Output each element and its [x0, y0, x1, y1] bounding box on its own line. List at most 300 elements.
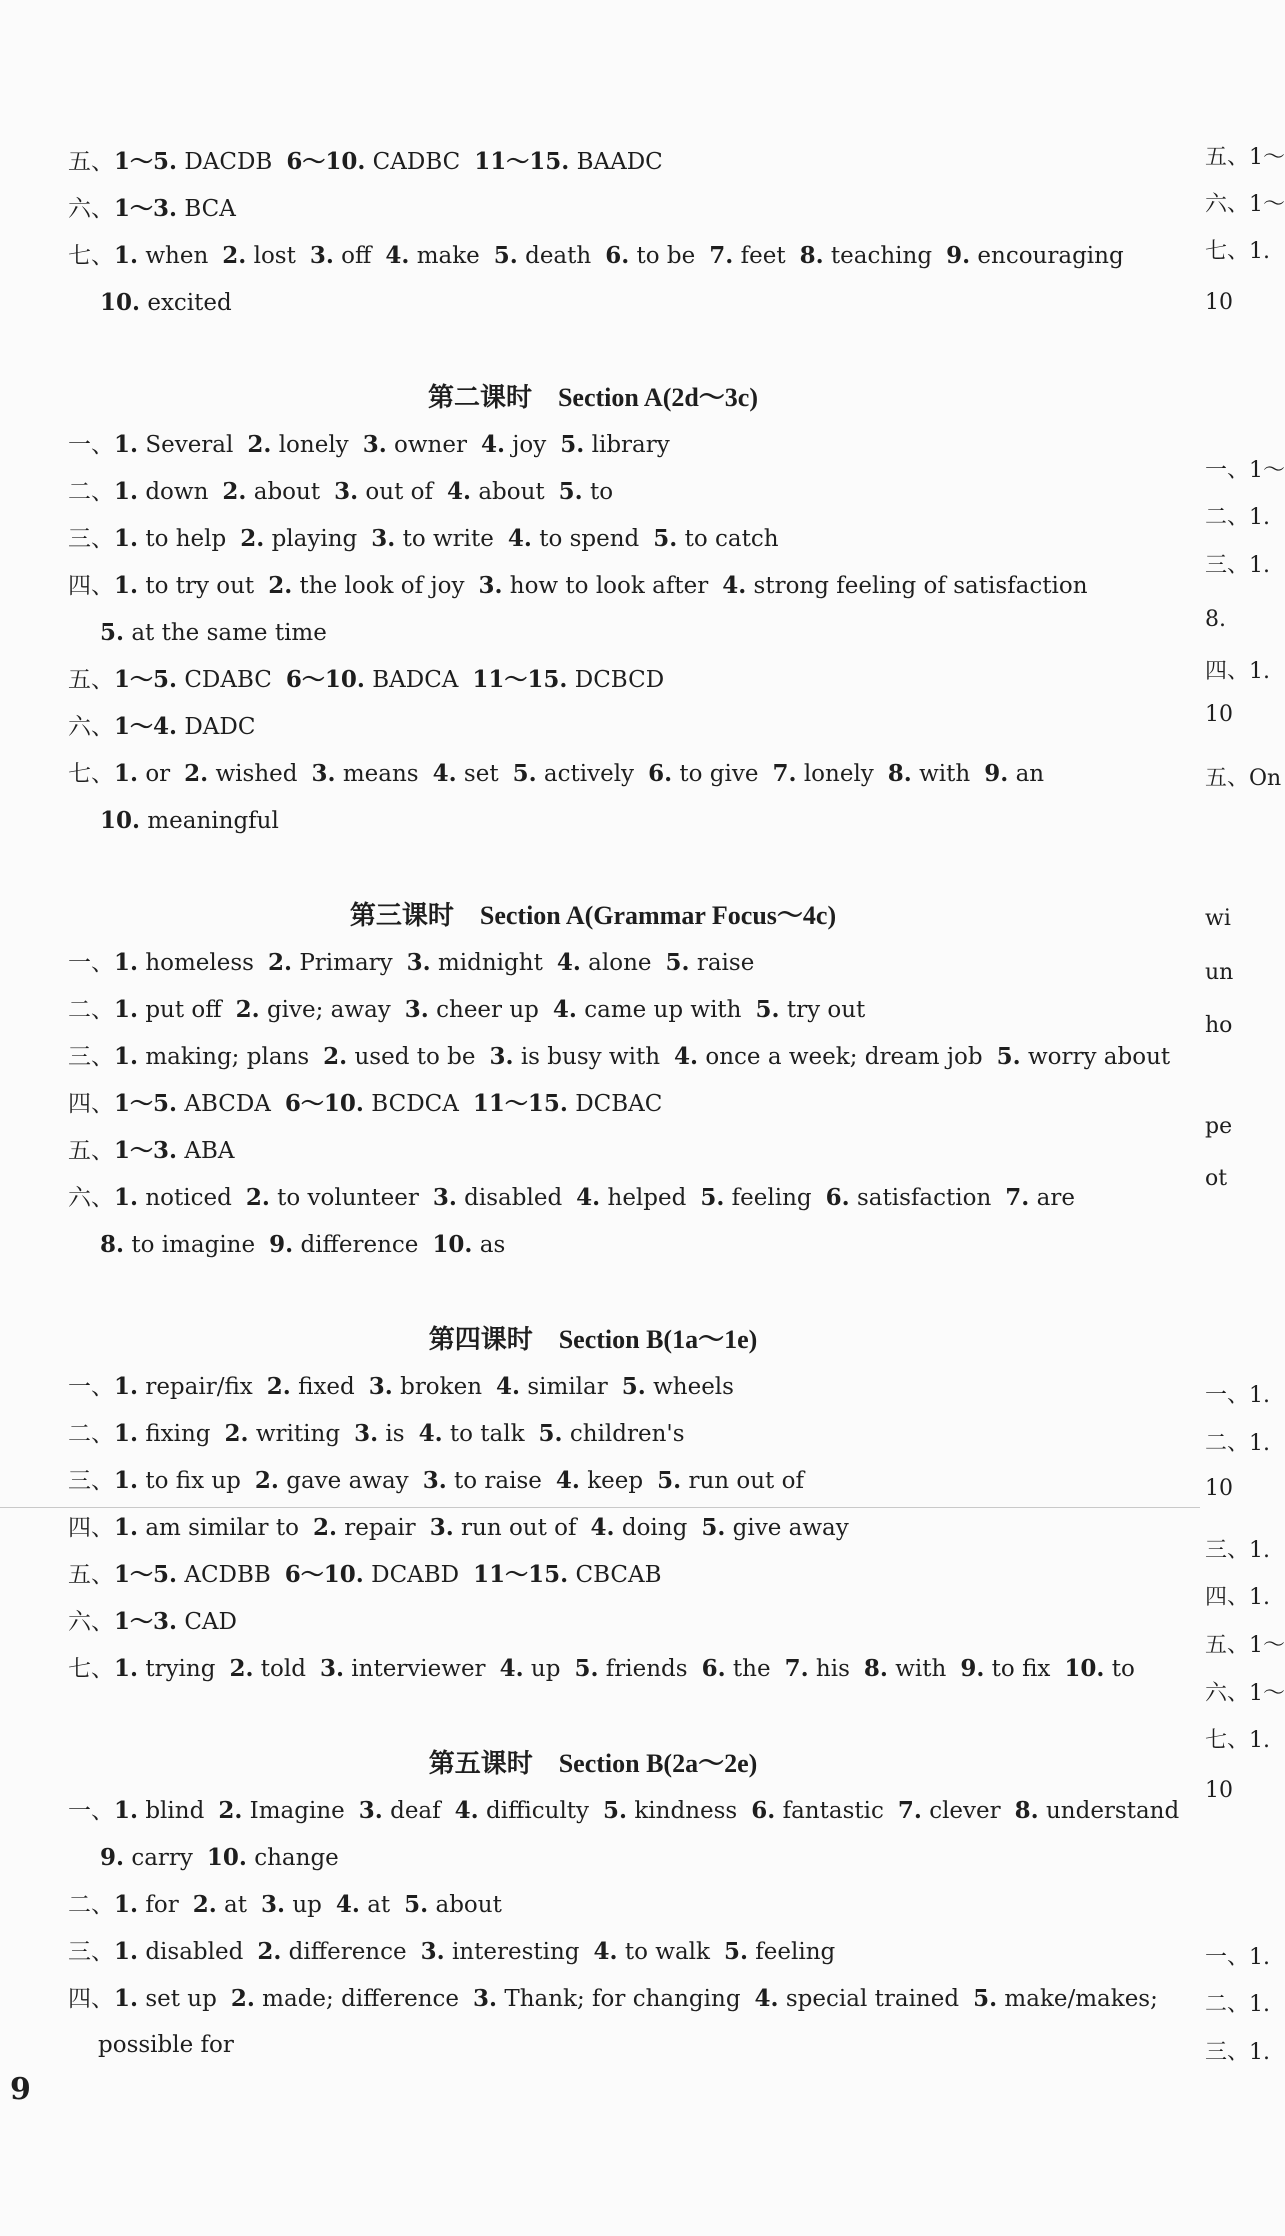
- answer-value: raise: [696, 950, 755, 976]
- answer-item: [557, 950, 652, 976]
- answer-item: [709, 243, 785, 269]
- answer-number: 1.: [114, 1891, 139, 1918]
- answer-item: [261, 1892, 322, 1918]
- answer-number: 4.: [454, 1797, 479, 1824]
- answer-number: 2.: [266, 1373, 291, 1400]
- answer-item: [236, 997, 391, 1023]
- answer-item: [405, 997, 539, 1023]
- answer-item: [114, 1515, 299, 1541]
- answer-item: [114, 432, 233, 458]
- answer-item: [800, 243, 932, 269]
- answer-value: fixing: [145, 1421, 211, 1447]
- answer-value: broken: [400, 1374, 483, 1400]
- answer-number: 10.: [206, 1844, 247, 1871]
- question-group-label: 五、: [68, 1138, 114, 1164]
- answer-value: blind: [145, 1798, 205, 1824]
- answer-value: to talk: [449, 1421, 525, 1447]
- answer-item: [363, 432, 467, 458]
- answer-value: lost: [253, 243, 296, 269]
- answer-line: [68, 609, 1118, 656]
- answer-number: 6～10.: [286, 148, 366, 175]
- answer-value: or: [145, 761, 171, 787]
- answer-item: [785, 1656, 850, 1682]
- answer-line: [68, 1127, 1118, 1174]
- answer-number: 2.: [323, 1043, 348, 1070]
- answer-line: [68, 232, 1124, 279]
- answer-item: [267, 1374, 355, 1400]
- answer-number: 8.: [863, 1655, 888, 1682]
- answer-value: an: [1015, 761, 1045, 787]
- answer-value: when: [145, 243, 209, 269]
- answer-item: [473, 1091, 663, 1117]
- answer-item: [489, 1044, 660, 1070]
- answer-number: 5.: [603, 1797, 628, 1824]
- answer-item: [369, 1374, 482, 1400]
- right-column-fragment: 10: [1205, 290, 1233, 315]
- answer-number: 2.: [267, 949, 292, 976]
- answer-value: fantastic: [782, 1798, 884, 1824]
- answer-number: 1.: [114, 1514, 139, 1541]
- answer-item: [556, 1468, 643, 1494]
- answer-number: 5.: [560, 431, 585, 458]
- answer-value: run out of: [461, 1515, 577, 1541]
- right-column-fragment: ho: [1205, 1013, 1233, 1038]
- answer-item: [246, 1185, 419, 1211]
- right-column-fragment: un: [1205, 960, 1234, 985]
- answer-value: to catch: [684, 526, 779, 552]
- answer-item: [513, 761, 634, 787]
- answer-value: about: [478, 479, 545, 505]
- answer-value: feeling: [755, 1939, 836, 1965]
- answer-number: 2.: [312, 1514, 337, 1541]
- answer-number: 2.: [218, 1797, 243, 1824]
- answer-number: 5.: [755, 996, 780, 1023]
- answer-item: [423, 1468, 542, 1494]
- answer-item: [114, 149, 272, 175]
- answer-item: [114, 667, 272, 693]
- answer-number: 6.: [648, 760, 673, 787]
- answer-value: deaf: [390, 1798, 441, 1824]
- answer-item: [826, 1185, 992, 1211]
- answer-value: trying: [145, 1656, 216, 1682]
- answer-item: [114, 1421, 211, 1447]
- answer-value: difference: [300, 1232, 419, 1258]
- answer-item: [946, 243, 1124, 269]
- answer-number: 6～10.: [284, 1561, 364, 1588]
- right-column-fragment: 一、1.: [1205, 1383, 1270, 1408]
- answer-value: give; away: [266, 997, 391, 1023]
- answer-number: 1.: [114, 996, 139, 1023]
- answer-number: 6.: [751, 1797, 776, 1824]
- answer-number: 5.: [512, 760, 537, 787]
- answer-item: [285, 1562, 459, 1588]
- answer-value: out of: [365, 479, 433, 505]
- answer-value: as: [479, 1232, 506, 1258]
- answer-number: 11～15.: [472, 1090, 568, 1117]
- answer-item: [114, 1138, 234, 1164]
- answer-item: [864, 1656, 946, 1682]
- answer-item: [100, 1232, 255, 1258]
- answer-number: 10.: [432, 1231, 473, 1258]
- answer-item: [114, 1892, 179, 1918]
- answer-number: 10.: [1064, 1655, 1105, 1682]
- answer-line: [68, 1928, 1118, 1975]
- answer-item: [229, 1656, 306, 1682]
- answer-item: [207, 1845, 339, 1871]
- answer-value: change: [254, 1845, 339, 1871]
- answer-number: 1.: [114, 242, 139, 269]
- answer-value: fixed: [298, 1374, 355, 1400]
- answer-line: [68, 656, 1118, 703]
- page-number: 9: [10, 2072, 31, 2107]
- answer-value: kindness: [634, 1798, 738, 1824]
- answer-content: [68, 138, 1180, 2069]
- answer-value: CDABC: [184, 667, 272, 693]
- section-title: 第二课时 Section A(2d～3c): [427, 383, 759, 412]
- answer-line: [68, 138, 1118, 185]
- answer-value: making; plans: [145, 1044, 310, 1070]
- question-group-label: 六、: [68, 196, 114, 222]
- answer-item: [605, 243, 695, 269]
- answer-line: [68, 1457, 1118, 1504]
- answer-item: [114, 1468, 241, 1494]
- answer-number: 1.: [114, 1985, 139, 2012]
- answer-number: 4.: [499, 1655, 524, 1682]
- answer-item: [560, 432, 669, 458]
- answer-number: 1.: [114, 760, 139, 787]
- scan-divider-line: [0, 1507, 1200, 1508]
- answer-item: [257, 1939, 406, 1965]
- answer-item: [433, 761, 499, 787]
- answer-number: 6.: [701, 1655, 726, 1682]
- answer-item: [268, 573, 464, 599]
- answer-number: 7.: [709, 242, 734, 269]
- question-group-label: 五、: [68, 1562, 114, 1588]
- question-group-label: 七、: [68, 1656, 114, 1682]
- answer-item: [432, 1232, 505, 1258]
- answer-item: [184, 761, 297, 787]
- answer-number: 4.: [590, 1514, 615, 1541]
- right-column-fragment: 三、1.: [1205, 1538, 1270, 1563]
- answer-item: [559, 479, 613, 505]
- right-column-fragment: 五、1～: [1205, 145, 1285, 170]
- answer-item: [622, 1374, 734, 1400]
- answer-item: [114, 1044, 309, 1070]
- answer-number: 5.: [723, 1938, 748, 1965]
- right-column-fragment: 8.: [1205, 607, 1226, 632]
- answer-number: 7.: [784, 1655, 809, 1682]
- answer-line: [68, 703, 1118, 750]
- question-group-label: 二、: [68, 1892, 114, 1918]
- right-column-fragment: 10: [1205, 702, 1233, 727]
- answer-item: [702, 1656, 771, 1682]
- answer-item: [359, 1798, 441, 1824]
- answer-value: death: [525, 243, 592, 269]
- answer-value: to try out: [145, 573, 255, 599]
- answer-number: 3.: [334, 478, 359, 505]
- answer-number: 3.: [406, 949, 431, 976]
- answer-number: 9.: [100, 1844, 125, 1871]
- answer-number: 1.: [114, 1797, 139, 1824]
- answer-number: 3.: [489, 1043, 514, 1070]
- question-group-label: 三、: [68, 1939, 114, 1965]
- question-group-label: 七、: [68, 243, 114, 269]
- section-title: 第五课时 Section B(2a～2e): [428, 1749, 758, 1778]
- answer-number: 3.: [422, 1467, 447, 1494]
- answer-line: [68, 1080, 1118, 1127]
- answer-number: 1～5.: [114, 148, 178, 175]
- answer-number: 5.: [973, 1985, 998, 2012]
- answer-item: [700, 1185, 811, 1211]
- answer-number: 2.: [222, 478, 247, 505]
- answer-item: [222, 479, 320, 505]
- answer-item: [1015, 1798, 1180, 1824]
- answer-item: [603, 1798, 737, 1824]
- answer-number: 2.: [254, 1467, 279, 1494]
- answer-number: 2.: [222, 242, 247, 269]
- answer-item: [371, 526, 494, 552]
- answer-number: 9.: [984, 760, 1009, 787]
- answer-item: [100, 1845, 193, 1871]
- answer-number: 7.: [772, 760, 797, 787]
- right-column-fragment: 10: [1205, 1778, 1233, 1803]
- answer-number: 2.: [240, 525, 265, 552]
- answer-item: [100, 620, 327, 646]
- answer-number: 2.: [230, 1985, 255, 2012]
- answer-item: [114, 1091, 271, 1117]
- answer-item: [114, 1374, 253, 1400]
- answer-item: [404, 1892, 502, 1918]
- question-group-label: 六、: [68, 714, 114, 740]
- answer-number: 4.: [674, 1043, 699, 1070]
- answer-line: [68, 562, 1118, 609]
- answer-item: [473, 1986, 741, 2012]
- answer-item: [100, 290, 232, 316]
- answer-value: interesting: [451, 1939, 580, 1965]
- answer-item: [407, 950, 543, 976]
- answer-number: 2.: [247, 431, 272, 458]
- answer-value: his: [815, 1656, 850, 1682]
- answer-value: Thank; for changing: [504, 1986, 741, 2012]
- answer-value: made; difference: [262, 1986, 460, 2012]
- question-group-label: 二、: [68, 1421, 114, 1447]
- answer-number: 3.: [319, 1655, 344, 1682]
- answer-line: [68, 1363, 1118, 1410]
- answer-number: 1.: [114, 1467, 139, 1494]
- answer-value: make/makes;: [1004, 1986, 1158, 2012]
- answer-item: [312, 761, 419, 787]
- answer-value: DCBCD: [574, 667, 665, 693]
- answer-line: [68, 515, 1118, 562]
- answer-value: helped: [607, 1185, 687, 1211]
- answer-item: [1064, 1656, 1134, 1682]
- question-group-label: 五、: [68, 149, 114, 175]
- answer-item: [496, 1374, 608, 1400]
- answer-value: lonely: [803, 761, 874, 787]
- right-column-fragment: wi: [1205, 906, 1231, 931]
- answer-number: 6.: [605, 242, 630, 269]
- answer-item: [269, 1232, 418, 1258]
- answer-value: make: [416, 243, 480, 269]
- answer-line: [68, 1221, 1118, 1268]
- answer-value: are: [1036, 1185, 1075, 1211]
- answer-value: to volunteer: [277, 1185, 419, 1211]
- right-column-fragment: 三、1.: [1205, 553, 1270, 578]
- answer-number: 5.: [404, 1891, 429, 1918]
- answer-number: 3.: [260, 1891, 285, 1918]
- answer-item: [674, 1044, 983, 1070]
- right-column-fragment: 一、1～: [1205, 458, 1285, 483]
- answer-line: [68, 468, 1118, 515]
- answer-number: 4.: [480, 431, 505, 458]
- answer-value: give away: [732, 1515, 849, 1541]
- answer-number: 3.: [309, 242, 334, 269]
- answer-item: [653, 526, 778, 552]
- answer-number: 1.: [114, 1655, 139, 1682]
- answer-line: [68, 750, 1118, 797]
- answer-number: 2.: [192, 1891, 217, 1918]
- answer-item: [478, 573, 708, 599]
- answer-number: 5.: [493, 242, 518, 269]
- answer-number: 4.: [507, 525, 532, 552]
- answer-value: down: [145, 479, 209, 505]
- answer-number: 5.: [657, 1467, 682, 1494]
- answer-value: with: [919, 761, 971, 787]
- answer-number: 10.: [100, 289, 141, 316]
- answer-value: feet: [740, 243, 786, 269]
- answer-item: [473, 1562, 661, 1588]
- question-group-label: 七、: [68, 761, 114, 787]
- answer-number: 2.: [257, 1938, 282, 1965]
- answer-value: meaningful: [147, 808, 279, 834]
- answer-item: [336, 1892, 390, 1918]
- answer-number: 1.: [114, 1373, 139, 1400]
- answer-item: [755, 1986, 960, 2012]
- answer-number: 3.: [478, 572, 503, 599]
- answer-number: 4.: [552, 996, 577, 1023]
- answer-item: [724, 1939, 835, 1965]
- answer-number: 3.: [311, 760, 336, 787]
- answer-item: [354, 1421, 405, 1447]
- answer-number: 6～10.: [284, 1090, 364, 1117]
- answer-value: CBCAB: [575, 1562, 662, 1588]
- answer-number: 10.: [100, 807, 141, 834]
- answer-line: [68, 1551, 1118, 1598]
- right-column-fragment: 三、1.: [1205, 2040, 1270, 2065]
- answer-number: 1～3.: [114, 195, 178, 222]
- question-group-label: 二、: [68, 997, 114, 1023]
- answer-item: [240, 526, 357, 552]
- answer-number: 8.: [100, 1231, 125, 1258]
- answer-line: [68, 185, 1118, 232]
- answer-value: up: [530, 1656, 561, 1682]
- answer-item: [323, 1044, 475, 1070]
- answer-item: [114, 950, 254, 976]
- answer-number: 2.: [184, 760, 209, 787]
- answer-number: 4.: [446, 478, 471, 505]
- answer-value: at: [367, 1892, 391, 1918]
- answer-number: 5.: [653, 525, 678, 552]
- answer-number: 3.: [420, 1938, 445, 1965]
- answer-value: library: [591, 432, 670, 458]
- answer-item: [756, 997, 866, 1023]
- answer-value: teaching: [830, 243, 933, 269]
- answer-value: BAADC: [576, 149, 663, 175]
- answer-number: 6～10.: [285, 666, 365, 693]
- answer-value: encouraging: [977, 243, 1124, 269]
- answer-number: 4.: [496, 1373, 521, 1400]
- answer-item: [320, 1656, 486, 1682]
- answer-value: came up with: [584, 997, 742, 1023]
- answer-value: BCDCA: [371, 1091, 459, 1117]
- answer-value: owner: [394, 432, 467, 458]
- answer-value: to spend: [539, 526, 640, 552]
- answer-number: 4.: [722, 572, 747, 599]
- answer-item: [286, 667, 459, 693]
- answer-number: 7.: [1005, 1184, 1030, 1211]
- question-group-label: 六、: [68, 1609, 114, 1635]
- answer-value: friends: [605, 1656, 688, 1682]
- answer-value: to walk: [624, 1939, 710, 1965]
- answer-line: [68, 1033, 1171, 1080]
- answer-item: [218, 1798, 344, 1824]
- answer-value: feeling: [731, 1185, 812, 1211]
- answer-value: DADC: [184, 714, 256, 740]
- answer-value: to help: [145, 526, 227, 552]
- answer-number: 4.: [593, 1938, 618, 1965]
- answer-line: [68, 986, 1118, 1033]
- answer-item: [574, 1656, 687, 1682]
- question-group-label: 四、: [68, 1091, 114, 1117]
- answer-item: [494, 243, 591, 269]
- question-group-label: 三、: [68, 526, 114, 552]
- answer-value: repair/fix: [145, 1374, 253, 1400]
- answer-item: [553, 997, 742, 1023]
- answer-value: for: [145, 1892, 179, 1918]
- answer-item: [751, 1798, 884, 1824]
- right-column-fragment: pe: [1205, 1114, 1233, 1139]
- answer-number: 8.: [887, 760, 912, 787]
- answer-number: 5.: [100, 619, 125, 646]
- answer-item: [114, 526, 226, 552]
- answer-value: joy: [512, 432, 547, 458]
- answer-value: told: [260, 1656, 306, 1682]
- answer-item: [114, 196, 236, 222]
- right-column-fragment: 四、1.: [1205, 659, 1270, 684]
- answer-item: [114, 479, 208, 505]
- answer-item: [455, 1798, 589, 1824]
- answer-item: [98, 2032, 234, 2058]
- answer-item: [508, 526, 639, 552]
- answer-line: [68, 279, 1118, 326]
- right-column-fragment: 七、1.: [1205, 239, 1270, 264]
- answer-value: playing: [271, 526, 358, 552]
- answer-item: [100, 808, 279, 834]
- answer-item: [385, 243, 479, 269]
- answer-number: 4.: [432, 760, 457, 787]
- answer-item: [222, 243, 296, 269]
- answer-value: DCABD: [371, 1562, 460, 1588]
- answer-value: doing: [621, 1515, 688, 1541]
- answer-item: [114, 997, 222, 1023]
- answer-number: 2.: [235, 996, 260, 1023]
- answer-line: [68, 421, 1118, 468]
- answer-number: 11～15.: [474, 148, 570, 175]
- answer-value: ACDBB: [184, 1562, 271, 1588]
- answer-item: [247, 432, 348, 458]
- answer-value: the look of joy: [299, 573, 465, 599]
- answer-item: [286, 149, 460, 175]
